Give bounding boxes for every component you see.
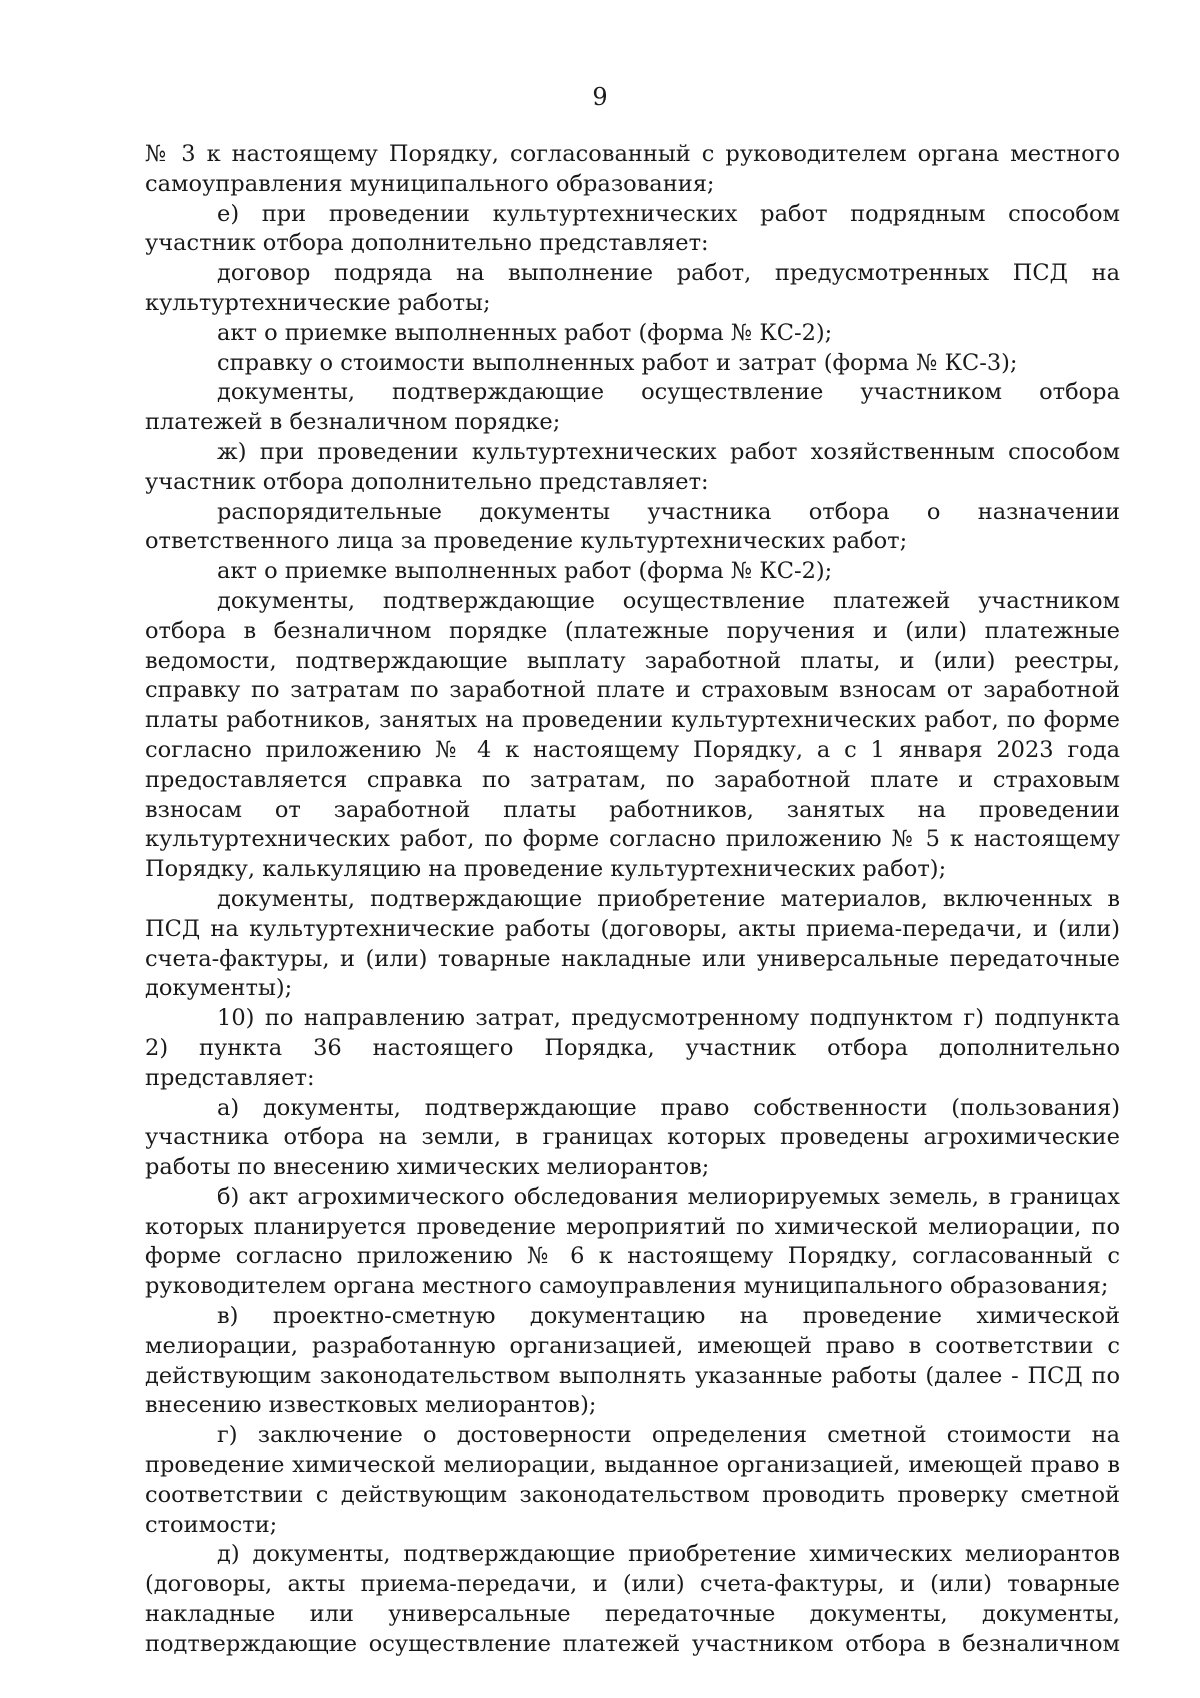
page-number: 9	[592, 83, 608, 111]
paragraph-item-a: а) документы, подтверждающие право собственности (пользования) участника отбора на земли, в границах которых проведены агрохимические работы по внесению химических мелиорантов;	[145, 1094, 1120, 1181]
paragraph-act-ks2: акт о приемке выполненных работ (форма № КС-2);	[217, 319, 833, 346]
paragraph-item-v: в) проектно-сметную документацию на проведение химической мелиорации, разработанную организацией, имеющей право в соответствии с действующим законодательством выполнять указанные работы (далее - ПСД по внесению известковых мелиорантов);	[145, 1303, 1120, 1419]
paragraph-continuation: № 3 к настоящему Порядку, согласованный с руководителем органа местного самоуправления муниципального образования;	[145, 141, 1120, 197]
paragraph-item-10: 10) по направлению затрат, предусмотренному подпунктом г) подпункта 2) пункта 36 настоящего Порядка, участник отбора дополнительно представляет:	[145, 1005, 1120, 1091]
paragraph-ks3: справку о стоимости выполненных работ и затрат (форма № КС-3);	[217, 349, 1018, 376]
paragraph-item-b: б) акт агрохимического обследования мелиорируемых земель, в границах которых планируется проведение мероприятий по химической мелиорации, по форме согласно приложению № 6 к настоящему Порядку, согласованный с руководителем органа местного самоуправления муниципального образования;	[145, 1183, 1120, 1300]
paragraph-payments: документы, подтверждающие осуществление участником отбора платежей в безналичном порядке;	[145, 379, 1120, 436]
paragraph-materials: документы, подтверждающие приобретение материалов, включенных в ПСД на культуртехнические работы (договоры, акты приема-передачи, и (или) счета-фактуры, и (или) товарные накладные или универсальные передаточные документы);	[145, 885, 1120, 1002]
document-body	[145, 140, 1120, 1660]
paragraph-contract: договор подряда на выполнение работ, предусмотренных ПСД на культуртехнические работы;	[145, 260, 1120, 316]
paragraph-item-g: г) заключение о достоверности определения сметной стоимости на проведение химической мелиорации, выданное организацией, имеющей право в соответствии с действующим законодательством проводить проверку сметной стоимости;	[145, 1422, 1120, 1538]
paragraph-act-ks2-second: акт о приемке выполненных работ (форма № КС-2);	[217, 558, 833, 585]
paragraph-item-e: е) при проведении культуртехнических работ подрядным способом участник отбора дополнительно представляет:	[145, 200, 1120, 257]
paragraph-item-zh: ж) при проведении культуртехнических работ хозяйственным способом участник отбора дополнительно представляет:	[145, 438, 1120, 495]
paragraph-payment-docs: документы, подтверждающие осуществление платежей участником отбора в безналичном порядке (платежные поручения и (или) платежные ведомости, подтверждающие выплату заработной платы, и (или) реестры, справку по затратам по заработной плате и страховым взносам от заработной платы работников, занятых на проведении культуртехнических работ, по форме согласно приложению № 4 к настоящему Порядку, а с 1 января 2023 года предоставляется справка по затратам, по заработной плате и страховым взносам от заработной платы работников, занятых на проведении культуртехнических работ, по форме согласно приложению № 5 к настоящему Порядку, калькуляцию на проведение культуртехнических работ);	[145, 587, 1120, 883]
paragraph-orders: распорядительные документы участника отбора о назначении ответственного лица за проведение культуртехнических работ;	[145, 498, 1120, 555]
paragraph-item-d: д) документы, подтверждающие приобретение химических мелиорантов (договоры, акты приема-передачи, и (или) счета-фактуры, и (или) товарные накладные или универсальные передаточные документы, документы, подтверждающие осуществление платежей участником отбора в безналичном	[145, 1541, 1120, 1657]
